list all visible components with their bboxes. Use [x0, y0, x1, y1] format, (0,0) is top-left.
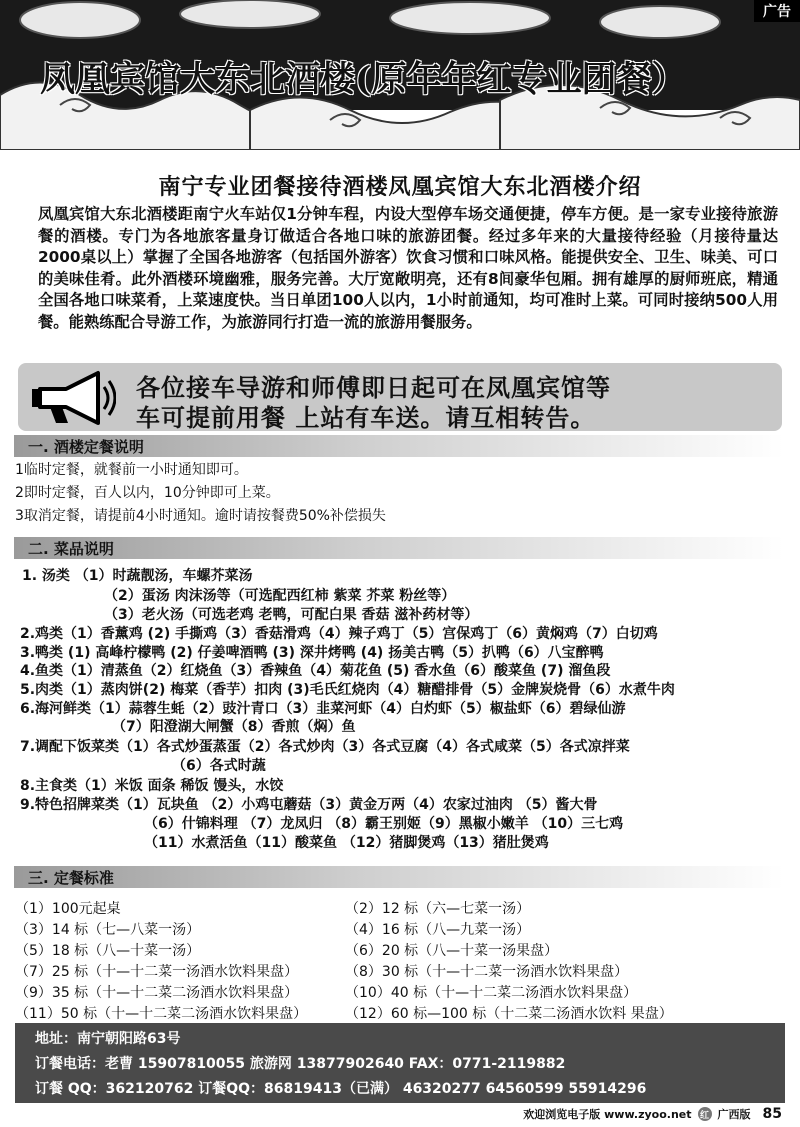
- brand-logo-icon: 红: [698, 1107, 712, 1121]
- edition-text: 广西版: [717, 1108, 751, 1121]
- list-item: 3取消定餐，请提前4小时通知。逾时请按餐费50%补偿损失: [15, 508, 386, 524]
- menu-line: 1. 汤类 （1）时蔬靓汤，车螺芥菜汤: [22, 568, 253, 584]
- ad-tag: 广告: [754, 0, 800, 22]
- menu-line: 9.特色招牌菜类（1）瓦块鱼 （2）小鸡屯蘑菇（3）黄金万两（4）农家过油肉 （5）酱大骨: [20, 797, 598, 813]
- qq-text: 订餐 QQ：362120762 订餐QQ：86819413（已满） 46320277 64560599 55914296: [35, 1081, 647, 1097]
- subtitle: 南宁专业团餐接待酒楼凤凰宾馆大东北酒楼介绍: [158, 175, 642, 200]
- standard-item: （1）100元起桌: [15, 901, 121, 917]
- standard-item: （4）16 标（八—九菜一汤）: [345, 922, 531, 938]
- page-number: 85: [762, 1106, 782, 1122]
- website-text: 欢迎浏览电子版 www.zyoo.net: [523, 1108, 692, 1121]
- menu-line: （3）老火汤（可选老鸡 老鸭，可配白果 香菇 滋补药材等）: [104, 607, 479, 623]
- phone-text: 订餐电话：老曹 15907810055 旅游网 13877902640 FAX：0771-2119882: [35, 1056, 566, 1072]
- intro-paragraph: 凤凰宾馆大东北酒楼距南宁火车站仅1分钟车程，内设大型停车场交通便捷，停车方便。是一家专业接待旅游餐的酒楼。专门为各地旅客量身订做适合各地口味的旅游团餐。经过多年来的大量接待经验（月接待量达2000桌以上）掌握了全国各地游客（包括国外游客）饮食习惯和口味风格。能提供安全、卫生、味美、可口的美味佳肴。此外酒楼环境幽雅，服务完善。大厅宽敞明亮，还有8间豪华包厢。拥有雄厚的厨师班底，精通全国各地口味菜肴，上菜速度快。当日单团100人以内，1小时前通知，均可准时上菜。可同时接纳500人用餐。能熟练配合导游工作，为旅游同行打造一流的旅游用餐服务。: [38, 205, 778, 331]
- menu-line: 3.鸭类 (1) 高峰柠檬鸭 (2) 仔姜啤酒鸭 (3) 深井烤鸭 (4) 扬美古鸭（5）扒鸭（6）八宝醉鸭: [20, 645, 604, 661]
- menu-line: （6）什锦料理 （7）龙凤归 （8）霸王别姬（9）黑椒小嫩羊 （10）三七鸡: [144, 816, 624, 832]
- menu-line: （6）各式时蔬: [172, 758, 266, 774]
- section-2-header: [14, 537, 784, 559]
- menu-line: 7.调配下饭菜类（1）各式炒蛋蒸蛋（2）各式炒肉（3）各式豆腐（4）各式咸菜（5）各式凉拌菜: [20, 739, 630, 755]
- list-item: 1临时定餐，就餐前一小时通知即可。: [15, 462, 248, 478]
- section-3-header: [14, 866, 784, 888]
- list-item: 2即时定餐，百人以内，10分钟即可上菜。: [15, 485, 280, 501]
- section-2-title: 二. 菜品说明: [28, 540, 114, 558]
- megaphone-icon: [26, 369, 116, 427]
- menu-line: 6.海河鲜类（1）蒜蓉生蚝（2）豉汁青口（3）韭菜河虾（4）白灼虾（5）椒盐虾（6）碧绿仙游: [20, 701, 626, 717]
- standard-item: （7）25 标（十—十二菜一汤酒水饮料果盘）: [15, 964, 299, 980]
- section-1-title: 一. 酒楼定餐说明: [28, 438, 144, 456]
- banner: [0, 0, 800, 150]
- standard-item: （10）40 标（十—十二菜二汤酒水饮料果盘）: [345, 985, 638, 1001]
- standard-item: （12）60 标—100 标（十二菜二汤酒水饮料 果盘）: [345, 1006, 673, 1022]
- notice-banner: [18, 363, 782, 431]
- menu-line: 2.鸡类（1）香薰鸡 (2) 手撕鸡（3）香菇滑鸡（4）辣子鸡丁（5）宫保鸡丁（6）黄焖鸡（7）白切鸡: [20, 626, 658, 642]
- page-footer: [523, 1106, 782, 1122]
- menu-line: 4.鱼类（1）清蒸鱼（2）红烧鱼（3）香辣鱼（4）菊花鱼 (5) 香水鱼（6）酸菜鱼 (7) 溜鱼段: [20, 663, 611, 679]
- menu-line: 8.主食类（1）米饭 面条 稀饭 馒头，水饺: [20, 778, 284, 794]
- address-text: 地址：南宁朝阳路63号: [35, 1031, 181, 1047]
- section-1-header: [14, 435, 784, 457]
- standard-item: （9）35 标（十—十二菜二汤酒水饮料果盘）: [15, 985, 299, 1001]
- standard-item: （8）30 标（十—十二菜一汤酒水饮料果盘）: [345, 964, 629, 980]
- notice-line-1: 各位接车导游和师傅即日起可在凤凰宾馆等: [136, 374, 611, 402]
- contact-footer: [15, 1023, 785, 1103]
- menu-line: 5.肉类（1）蒸肉饼(2) 梅菜（香芋）扣肉 (3)毛氏红烧肉（4）糖醋排骨（5）金牌炭烧骨（6）水煮牛肉: [20, 682, 675, 698]
- notice-line-2: 车可提前用餐 上站有车送。请互相转告。: [136, 404, 596, 432]
- menu-line: （7）阳澄湖大闸蟹（8）香煎（焖）鱼: [112, 719, 356, 735]
- page-title: 凤凰宾馆大东北酒楼(原年年红专业团餐）: [40, 59, 687, 100]
- standard-item: （3）14 标（七—八菜一汤）: [15, 922, 201, 938]
- menu-line: （11）水煮活鱼（11）酸菜鱼 （12）猪脚煲鸡（13）猪肚煲鸡: [144, 835, 549, 851]
- standard-item: （5）18 标（八—十菜一汤）: [15, 943, 201, 959]
- section-3-title: 三. 定餐标准: [28, 869, 114, 887]
- standard-item: （6）20 标（八—十菜一汤果盘）: [345, 943, 559, 959]
- menu-line: （2）蛋汤 肉沫汤等（可选配西红柿 紫菜 芥菜 粉丝等）: [104, 588, 456, 604]
- standard-item: （11）50 标（十—十二菜二汤酒水饮料果盘）: [15, 1006, 308, 1022]
- standard-item: （2）12 标（六—七菜一汤）: [345, 901, 531, 917]
